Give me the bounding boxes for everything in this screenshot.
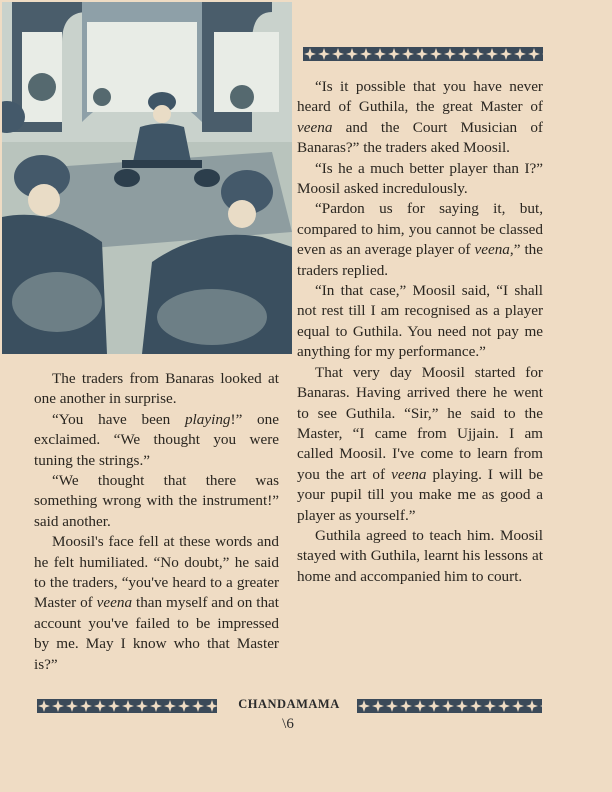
magazine-title: CHANDAMAMA bbox=[238, 697, 340, 711]
page-number: \6 bbox=[282, 716, 294, 732]
star-pattern-icon bbox=[357, 699, 542, 713]
paragraph: Guthila agreed to teach him. Moosil stayed with Guthila, learnt his lessons at home and accompanied him to court. bbox=[297, 526, 543, 585]
paragraph: “In that case,” Moosil said, “I shall not rest till I am recognised as a player equal to Guthila. You need not pay me anything for my performance.” bbox=[297, 282, 543, 361]
paragraph: That very day Moosil started for Banaras. Having arrived there he went to see Guthila. “Sir,” he said to the Master, “I came from Ujjain. I am called Moosil. I've come to learn from you the art of veena playing. I will be your pupil till you make me as good a player as yourself.” bbox=[297, 363, 543, 524]
story-illustration bbox=[2, 2, 292, 354]
paragraph: “Is he a much better player than I?” Moosil asked incredulously. bbox=[297, 159, 543, 198]
paragraph: “You have been playing!” one exclaimed. “We thought you were tuning the strings.” bbox=[34, 410, 279, 469]
paragraph: “Pardon us for saying it, but, compared to him, you cannot be classed even as an average player of veena,” the traders replied. bbox=[297, 200, 544, 279]
left-text-column bbox=[34, 369, 279, 675]
musician-scene-illustration bbox=[2, 2, 292, 354]
paragraph: “Is it possible that you have never heard of Guthila, the great Master of veena and the Court Musician of Banaras?” the traders aked Moosil. bbox=[297, 78, 543, 157]
paragraph: Moosil's face fell at these words and he felt humiliated. “No doubt,” he said to the traders, “you've heard to a greater Master of veena than myself and on that account you've failed to be impressed by me. May I know who that Master is?” bbox=[34, 533, 280, 673]
decorative-border-footer-right bbox=[357, 699, 542, 713]
star-pattern-icon bbox=[303, 47, 543, 61]
paragraph: “We thought that there was something wrong with the instrument!” said another. bbox=[34, 472, 279, 530]
right-text-column bbox=[297, 77, 543, 587]
star-pattern-icon bbox=[37, 699, 217, 713]
decorative-border-top bbox=[303, 47, 543, 61]
paragraph: The traders from Banaras looked at one another in surprise. bbox=[34, 370, 279, 408]
decorative-border-footer-left bbox=[37, 699, 217, 713]
